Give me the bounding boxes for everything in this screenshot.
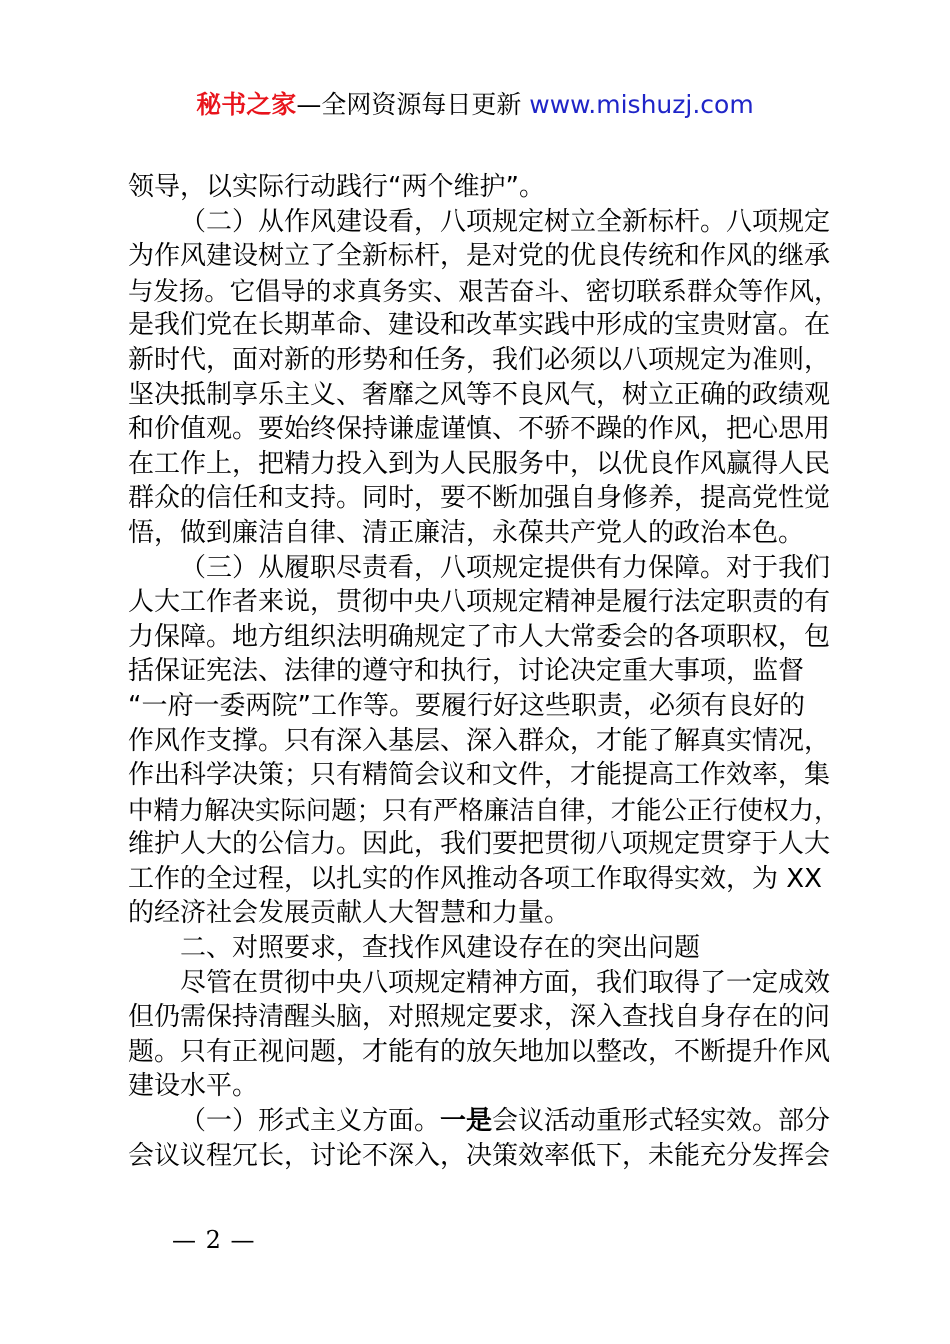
text-line: 新时代，面对新的形势和任务，我们必须以八项规定为准则， (128, 344, 831, 375)
text-line: 力保障。地方组织法明确规定了市人大常委会的各项职权，包 (128, 621, 831, 652)
text-line: 但仍需保持清醒头脑，对照规定要求，深入查找自身存在的问 (128, 1002, 831, 1033)
text-line: 悟，做到廉洁自律、清正廉洁，永葆共产党人的政治本色。 (128, 517, 805, 548)
text-line: “一府一委两院”工作等。要履行好这些职责，必须有良好的 (128, 690, 805, 721)
text-line: 坚决抵制享乐主义、奢靡之风等不良风气，树立正确的政绩观 (128, 379, 831, 410)
text-line (128, 1104, 840, 1139)
brand-name: 秘书之家 (196, 90, 297, 119)
text-line: 建设水平。 (128, 1071, 259, 1102)
text-line: （二）从作风建设看，八项规定树立全新标杆。八项规定 (180, 206, 831, 237)
text-line: 题。只有正视问题，才能有的放矢地加以整改，不断提升作风 (128, 1036, 831, 1067)
subsection-label: （一）形式主义方面。 (180, 1106, 441, 1137)
text-line: 与发扬。它倡导的求真务实、艰苦奋斗、密切联系群众等作风， (128, 275, 840, 306)
site-header (0, 88, 950, 122)
text-line: 工作的全过程，以扎实的作风推动各项工作取得实效，为 XX (128, 863, 822, 894)
text-line: 群众的信任和支持。同时，要不断加强自身修养，提高党性觉 (128, 483, 831, 514)
text-line: 会议议程冗长，讨论不深入，决策效率低下，未能充分发挥会 (128, 1140, 831, 1171)
text-line: 和价值观。要始终保持谦虚谨慎、不骄不躁的作风，把心思用 (128, 414, 831, 445)
text-line: 人大工作者来说，贯彻中央八项规定精神是履行法定职责的有 (128, 587, 831, 618)
text-line: 在工作上，把精力投入到为人民服务中，以优良作风赢得人民 (128, 448, 831, 479)
text-line: 作风作支撑。只有深入基层、深入群众，才能了解真实情况， (128, 725, 831, 756)
text-line: 维护人大的公信力。因此，我们要把贯彻八项规定贯穿于人大 (128, 829, 831, 860)
section-heading: 二、对照要求，查找作风建设存在的突出问题 (180, 933, 701, 964)
text-line: 是我们党在长期革命、建设和改革实践中形成的宝贵财富。在 (128, 310, 831, 341)
text-line: 尽管在贯彻中央八项规定精神方面，我们取得了一定成效 (180, 967, 831, 998)
page-number: — 2 — (172, 1226, 256, 1254)
site-url-link[interactable]: www.mishuzj.com (529, 90, 754, 119)
text-line: （三）从履职尽责看，八项规定提供有力保障。对于我们 (180, 552, 831, 583)
text-line: 作出科学决策；只有精简会议和文件，才能提高工作效率，集 (128, 760, 831, 791)
text-line: 括保证宪法、法律的遵守和执行，讨论决定重大事项，监督 (128, 656, 805, 687)
document-body (128, 170, 840, 1173)
text-line: 中精力解决实际问题；只有严格廉洁自律，才能公正行使权力， (128, 794, 840, 825)
bold-marker: 一是 (440, 1106, 493, 1137)
text-line: 为作风建设树立了全新标杆，是对党的优良传统和作风的继承 (128, 241, 831, 272)
text-line: 领导，以实际行动践行“两个维护”。 (128, 172, 545, 202)
header-slogan: —全网资源每日更新 (296, 90, 530, 119)
text-line: 的经济社会发展贡献人大智慧和力量。 (128, 898, 571, 929)
text-run: 会议活动重形式轻实效。部分 (492, 1106, 831, 1137)
